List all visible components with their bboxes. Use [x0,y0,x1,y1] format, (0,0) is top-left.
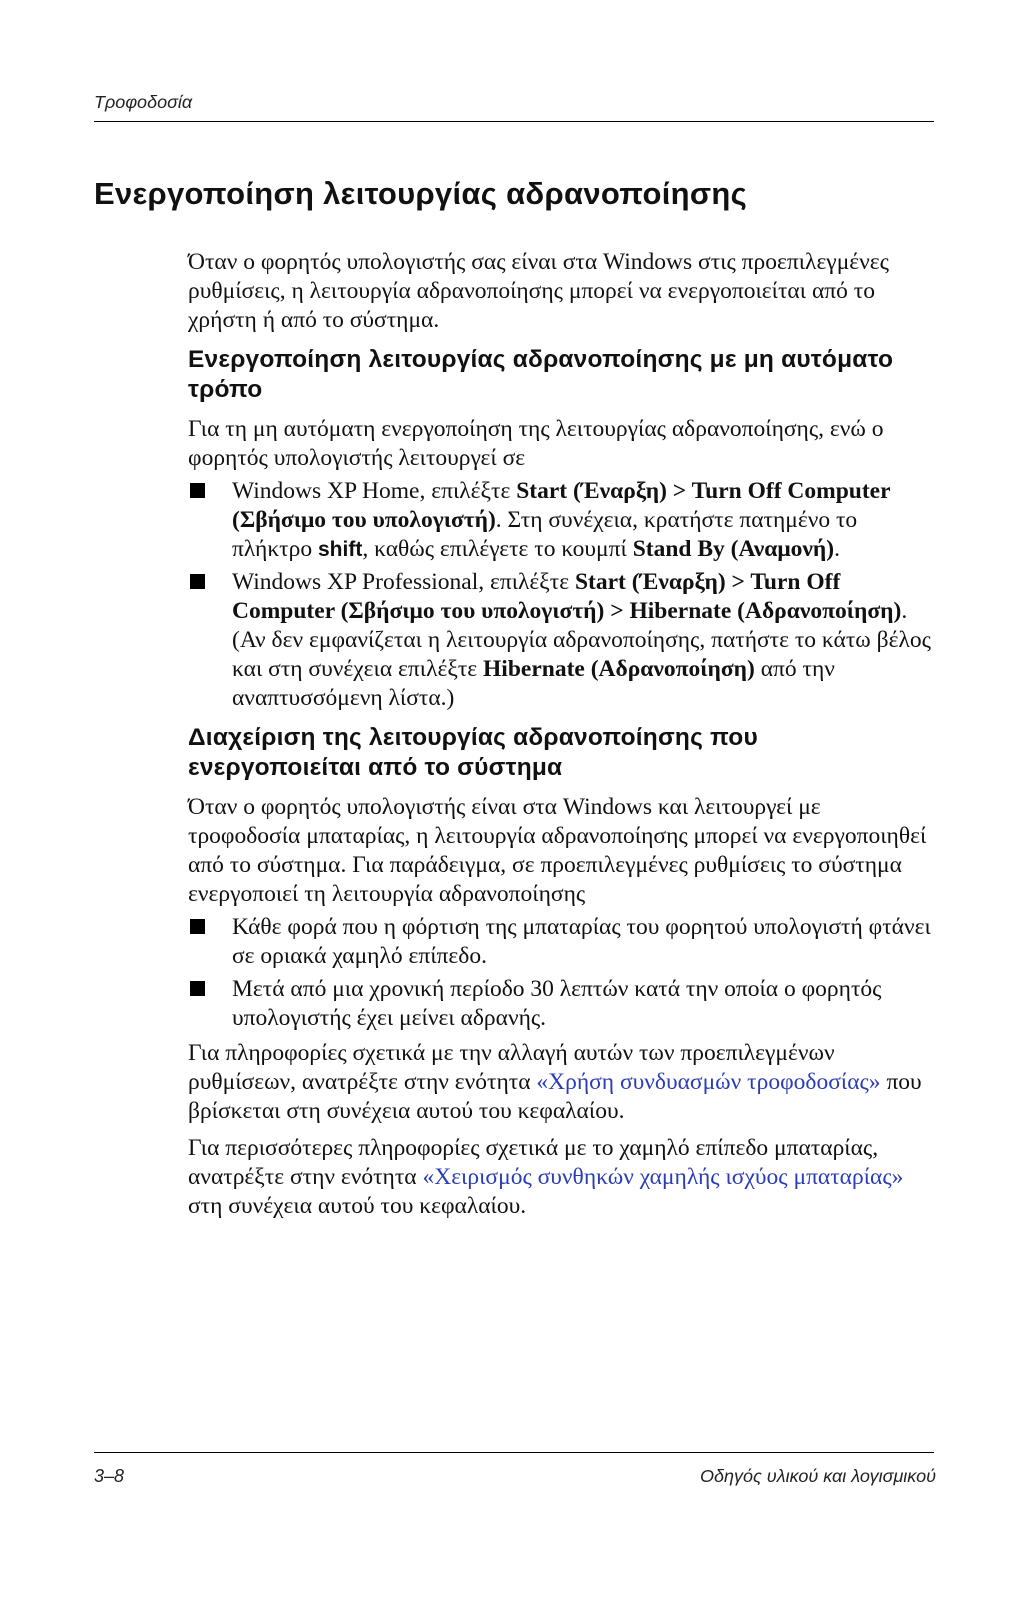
page-number: 3–8 [94,1466,125,1486]
intro-paragraph: Όταν ο φορητός υπολογιστής σας είναι στα Windows στις προεπιλεγμένες ρυθμίσεις, η λειτουργία αδρανοποίησης μπορεί να ενεργοποιείται από το χρήστη ή από το σύστημα. [188,249,889,333]
footer-rule [94,1452,934,1453]
step-text: . (Αν δεν εμφανίζεται η λειτουργία αδρανοποίησης, πατήστε το κάτω βέλος και στη συνέχεια επιλέξτε [232,598,931,682]
manual-steps-list [188,477,936,713]
subsection-title-manual: Ενεργοποίηση λειτουργίας αδρανοποίησης με μη αυτόματο τρόπο [188,346,894,403]
step-text: . Στη συνέχεια, κρατήστε πατημένο το πλήκτρο [232,507,858,562]
list-item [188,913,936,971]
square-bullet-icon [190,574,205,589]
key-name: shift [317,538,363,561]
paragraph-text: στη συνέχεια αυτού του κεφαλαίου. [188,1193,527,1219]
running-header: Τροφοδοσία [94,92,193,112]
step-text: . [834,536,840,562]
step-text: Windows XP Home, επιλέξτε [232,478,517,504]
button-name: Stand By (Αναμονή) [632,536,835,562]
list-item [188,477,936,564]
system-conditions-list [188,913,936,1033]
list-item [188,568,936,713]
header-rule [94,121,934,122]
subsection-title-system: Διαχείριση της λειτουργίας αδρανοποίησης που ενεργοποιείται από το σύστημα [188,724,758,781]
system-lead-paragraph: Όταν ο φορητός υπολογιστής είναι στα Windows και λειτουργεί με τροφοδοσία μπαταρίας, η λειτουργία αδρανοποίησης μπορεί να ενεργοποιηθεί από το σύστημα. Για παράδειγμα, σε προεπιλεγμένες ρυθμίσεις το σύστημα ενεργοποιεί τη λειτουργία αδρανοποίησης [188,794,927,907]
paragraph-text: Για πληροφορίες σχετικά με την αλλαγή αυτών των προεπιλεγμένων ρυθμίσεων, ανατρέξτε στην ενότητα [188,1040,835,1095]
body-content [188,248,936,1229]
square-bullet-icon [190,483,205,498]
list-item [188,975,936,1033]
paragraph-text: που βρίσκεται στη συνέχεια αυτού του κεφαλαίου. [188,1069,922,1124]
power-schemes-link[interactable]: «Χρήση συνδυασμών τροφοδοσίας» [536,1069,881,1095]
step-text: από την αναπτυσσόμενη λίστα.) [232,656,835,711]
menu-path: Start (Έναρξη) > Turn Off Computer (Σβήσιμο του υπολογιστή) [232,478,891,533]
square-bullet-icon [190,919,205,934]
condition-text: Κάθε φορά που η φόρτιση της μπαταρίας του φορητού υπολογιστή φτάνει σε οριακά χαμηλό επίπεδο. [232,914,931,969]
manual-lead-paragraph: Για τη μη αυτόματη ενεργοποίηση της λειτουργίας αδρανοποίησης, ενώ ο φορητός υπολογιστής λειτουργεί σε [188,416,884,471]
low-battery-paragraph [188,1134,936,1221]
step-text: Windows XP Professional, επιλέξτε [232,569,575,595]
power-schemes-paragraph [188,1039,936,1126]
menu-path: Start (Έναρξη) > Turn Off Computer (Σβήσιμο του υπολογιστή) > Hibernate (Αδρανοποίηση) [232,569,902,624]
section-title: Ενεργοποίηση λειτουργίας αδρανοποίησης [94,176,747,211]
condition-text: Μετά από μια χρονική περίοδο 30 λεπτών κατά την οποία ο φορητός υπολογιστής έχει μείνει αδρανής. [232,976,882,1031]
low-battery-link[interactable]: «Χειρισμός συνθηκών χαμηλής ισχύος μπαταρίας» [422,1164,904,1190]
step-text: , καθώς επιλέγετε το κουμπί [362,536,633,562]
square-bullet-icon [190,981,205,996]
book-title: Οδηγός υλικού και λογισμικού [700,1466,936,1486]
menu-option: Hibernate (Αδρανοποίηση) [483,656,755,682]
paragraph-text: Για περισσότερες πληροφορίες σχετικά με το χαμηλό επίπεδο μπαταρίας, ανατρέξτε στην ενότητα [188,1135,879,1190]
